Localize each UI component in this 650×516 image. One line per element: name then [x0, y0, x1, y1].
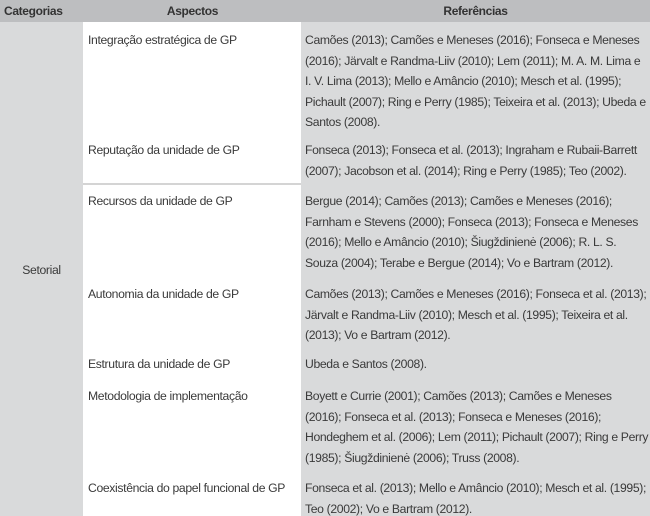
- references-cell: Bergue (2014); Camões (2013); Camões e Meneses (2016); Farnham e Stevens (2000); Fonseca (2013); Fonseca e Meneses (2016); Mello e Amâncio (2010); Šiugždinienė (2006); R. L. S. Souza (2004); Terabe e Bergue (2014); Vo e Bartram (2012).: [305, 194, 638, 270]
- row-divider: [83, 183, 301, 185]
- aspect-cell: Integração estratégica de GP: [88, 33, 237, 47]
- header-aspectos: Aspectos: [166, 4, 219, 18]
- aspect-cell: Metodologia de implementação: [88, 389, 248, 403]
- references-cell: Fonseca (2013); Fonseca et al. (2013); Ingraham e Rubaii-Barrett (2007); Jacobson et al. (2014); Ring e Perry (1985); Teo (2002).: [305, 143, 637, 178]
- table-header: [0, 0, 650, 22]
- references-cell: Ubeda e Santos (2008).: [305, 357, 427, 371]
- aspect-cell: Estrutura da unidade de GP: [88, 357, 230, 371]
- references-cell: Boyett e Currie (2001); Camões (2013); Camões e Meneses (2016); Fonseca et al. (2013); Fonseca e Meneses (2016); Hondeghem et al. (2006); Lem (2011); Pichault (2007); Ring e Perry (1985); Šiugždinienė (2006); Truss (2008).: [305, 389, 649, 465]
- references-cell: Fonseca et al. (2013); Mello e Amâncio (2010); Mesch et al. (1995); Teo (2002); Vo e Bartram (2012).: [305, 481, 647, 516]
- aspect-cell: Coexistência do papel funcional de GP: [88, 481, 286, 495]
- header-referencias: Referências: [443, 4, 508, 18]
- aspects-column: [83, 22, 301, 516]
- references-cell: Camões (2013); Camões e Meneses (2016); Fonseca et al. (2013); Järvalt e Randma-Liiv (2010); Mesch et al. (1995); Teixeira et al. (2013); Vo e Bartram (2012).: [305, 287, 647, 342]
- references-cell: Camões (2013); Camões e Meneses (2016); Fonseca e Meneses (2016); Järvalt e Randma-Liiv (2010); Lem (2011); M. A. M. Lima e I. V. Lima (2013); Mello e Amâncio (2010); Mesch et al. (1995); Pichault (2007); Ring e Perry (1985); Teixeira et al. (2013); Ubeda e Santos (2008).: [305, 33, 646, 129]
- header-categorias: Categorias: [4, 4, 63, 18]
- aspect-cell: Recursos da unidade de GP: [88, 194, 233, 208]
- category-cell: Setorial: [22, 263, 61, 277]
- aspect-cell: Autonomia da unidade de GP: [88, 287, 239, 301]
- aspect-cell: Reputação da unidade de GP: [88, 143, 240, 157]
